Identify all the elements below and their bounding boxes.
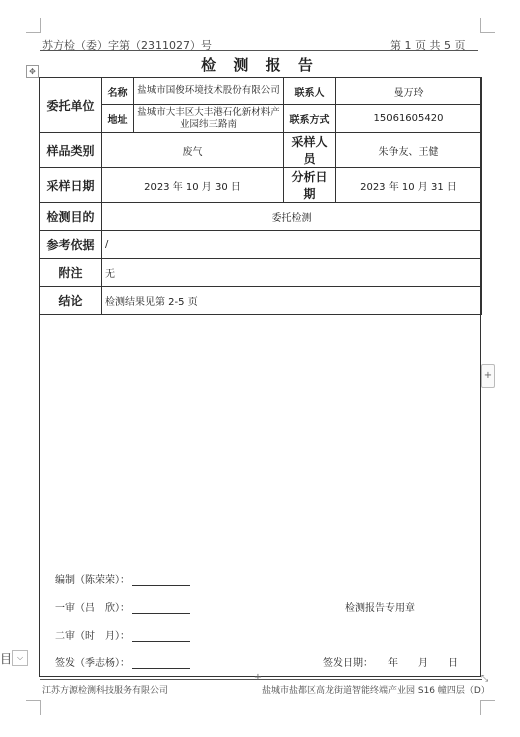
signature-line	[132, 603, 190, 614]
crop-mark-top-right	[480, 18, 495, 33]
footer-company: 江苏方源检测科技服务有限公司	[42, 686, 169, 696]
add-column-plus-icon[interactable]: +	[481, 364, 495, 388]
contact-label: 联系人	[284, 78, 336, 105]
footer-address: 盐城市盐都区高龙街道智能终端产业园 S16 幢四层（D）	[262, 686, 490, 696]
report-table	[39, 77, 482, 315]
issue-date: 签发日期： 年 月 日	[323, 658, 458, 669]
table-row	[40, 133, 482, 168]
layout-icon[interactable]: 目	[0, 652, 13, 666]
issued-by-label: 签发（季志杨）：	[55, 658, 130, 669]
compiled-by-label: 编制（陈荣荣）：	[55, 575, 130, 586]
first-review-label: 一审（吕 欣）：	[55, 603, 130, 614]
header-rule	[40, 50, 478, 51]
page-info: 第 1 页 共 5 页	[390, 39, 466, 52]
second-review-label: 二审（时 月）：	[55, 631, 130, 642]
contact-method-label: 联系方式	[284, 105, 336, 133]
conclusion-label: 结论	[40, 287, 102, 315]
name-label: 名称	[102, 78, 134, 105]
table-row	[40, 287, 482, 315]
crop-mark-top-left	[26, 18, 41, 33]
conclusion-value: 检测结果见第 2-5 页	[102, 287, 482, 315]
second-review	[55, 627, 190, 642]
address-label: 地址	[102, 105, 134, 133]
issued-by	[55, 654, 190, 669]
sampling-date-label: 采样日期	[40, 168, 102, 203]
report-number: 苏方检（委）字第（2311027）号	[42, 39, 212, 52]
client-label: 委托单位	[40, 78, 102, 133]
sampling-date-value: 2023 年 10 月 30 日	[102, 168, 284, 203]
purpose-label: 检测目的	[40, 203, 102, 231]
signature-line	[132, 575, 190, 586]
purpose-value: 委托检测	[102, 203, 482, 231]
note-value: 无	[102, 259, 482, 287]
compiled-by	[55, 571, 190, 586]
table-resize-icon[interactable]: ⤡	[481, 674, 489, 684]
signature-line	[132, 631, 190, 642]
sampler-label: 采样人员	[284, 133, 336, 168]
table-row	[40, 168, 482, 203]
analysis-date-label: 分析日期	[284, 168, 336, 203]
table-row	[40, 203, 482, 231]
basis-value: /	[102, 231, 482, 259]
contact-method-value: 15061605420	[336, 105, 482, 133]
client-address: 盐城市大丰区大丰港石化新材料产业园纬三路南	[134, 105, 284, 133]
table-row	[40, 259, 482, 287]
first-review	[55, 599, 190, 614]
sampler-value: 朱争友、王健	[336, 133, 482, 168]
analysis-date-value: 2023 年 10 月 31 日	[336, 168, 482, 203]
client-name: 盐城市国俊环境技术股份有限公司	[134, 78, 284, 105]
table-move-handle-icon[interactable]: ✥	[26, 65, 39, 78]
basis-label: 参考依据	[40, 231, 102, 259]
document-title: 检 测 报 告	[201, 56, 319, 74]
table-row	[40, 231, 482, 259]
sample-type-value: 废气	[102, 133, 284, 168]
signature-line	[132, 658, 190, 669]
table-row	[40, 78, 482, 105]
note-label: 附注	[40, 259, 102, 287]
crop-mark-bottom-left	[26, 700, 41, 715]
sample-type-label: 样品类别	[40, 133, 102, 168]
crop-mark-bottom-right	[480, 700, 495, 715]
table-row	[40, 105, 482, 133]
seal-label: 检测报告专用章	[345, 603, 415, 614]
contact-value: 曼万玲	[336, 78, 482, 105]
chevron-down-icon[interactable]: ⌵	[12, 650, 28, 666]
add-row-plus-icon[interactable]: +	[253, 672, 263, 683]
